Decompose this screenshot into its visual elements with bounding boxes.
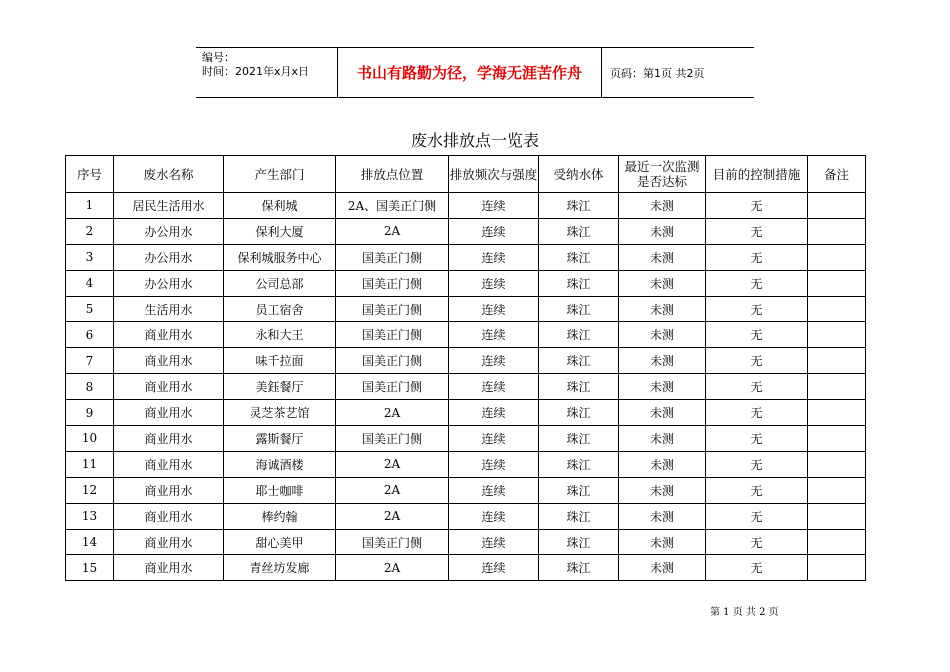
table-cell: 未测 — [619, 503, 706, 529]
table-cell — [808, 270, 866, 296]
table-row — [66, 477, 866, 503]
table-cell: 珠江 — [539, 348, 619, 374]
number-label: 编号： — [202, 51, 235, 64]
table-cell: 14 — [66, 529, 114, 555]
table-cell: 2A — [336, 451, 449, 477]
table-cell: 4 — [66, 270, 114, 296]
table-cell: 2A — [336, 477, 449, 503]
table-cell: 1 — [66, 193, 114, 219]
table-cell: 连续 — [449, 296, 539, 322]
table-cell: 无 — [706, 270, 808, 296]
table-cell: 商业用水 — [114, 348, 224, 374]
table-cell: 15 — [66, 555, 114, 581]
table-row — [66, 322, 866, 348]
table-cell: 珠江 — [539, 503, 619, 529]
table-cell: 无 — [706, 400, 808, 426]
table-cell: 无 — [706, 322, 808, 348]
table-cell: 国美正门侧 — [336, 348, 449, 374]
column-header: 备注 — [808, 156, 866, 193]
table-cell: 珠江 — [539, 477, 619, 503]
table-cell: 无 — [706, 374, 808, 400]
table-cell: 办公用水 — [114, 244, 224, 270]
table-cell: 珠江 — [539, 270, 619, 296]
table-cell: 无 — [706, 503, 808, 529]
table-cell: 无 — [706, 244, 808, 270]
table-cell: 7 — [66, 348, 114, 374]
table-cell — [808, 374, 866, 400]
table-cell: 珠江 — [539, 193, 619, 219]
time-label: 时间：2021年x月x日 — [202, 65, 310, 78]
table-cell: 青丝坊发廊 — [224, 555, 336, 581]
table-cell: 连续 — [449, 503, 539, 529]
table-cell: 未测 — [619, 426, 706, 452]
table-cell: 珠江 — [539, 555, 619, 581]
table-cell: 美鈺餐厅 — [224, 374, 336, 400]
table-row — [66, 218, 866, 244]
document-title: 废水排放点一览表 — [410, 131, 539, 150]
table-cell: 保利城服务中心 — [224, 244, 336, 270]
table-cell: 未测 — [619, 244, 706, 270]
table-cell — [808, 193, 866, 219]
table-cell: 办公用水 — [114, 218, 224, 244]
table-cell: 2A — [336, 218, 449, 244]
table-cell: 连续 — [449, 426, 539, 452]
table-cell: 无 — [706, 451, 808, 477]
table-cell: 2 — [66, 218, 114, 244]
table-cell: 未测 — [619, 374, 706, 400]
table-row — [66, 296, 866, 322]
table-cell — [808, 426, 866, 452]
table-cell: 连续 — [449, 555, 539, 581]
table-cell: 未测 — [619, 348, 706, 374]
column-header: 排放点位置 — [336, 156, 449, 193]
page-footer: 第 1 页 共 2 页 — [710, 607, 779, 618]
table-cell: 珠江 — [539, 426, 619, 452]
table-row — [66, 426, 866, 452]
table-cell: 珠江 — [539, 296, 619, 322]
table-cell: 连续 — [449, 218, 539, 244]
table-cell: 耶士咖啡 — [224, 477, 336, 503]
column-header: 排放频次与强度 — [449, 156, 539, 193]
table-cell — [808, 451, 866, 477]
table-cell: 珠江 — [539, 374, 619, 400]
table-cell: 连续 — [449, 193, 539, 219]
table-cell: 2A — [336, 503, 449, 529]
table-cell: 未测 — [619, 218, 706, 244]
table-cell: 公司总部 — [224, 270, 336, 296]
table-cell — [808, 348, 866, 374]
table-cell: 商业用水 — [114, 426, 224, 452]
table-row — [66, 193, 866, 219]
column-header: 序号 — [66, 156, 114, 193]
table-cell: 3 — [66, 244, 114, 270]
table-row — [66, 374, 866, 400]
table-cell — [808, 555, 866, 581]
table-cell: 商业用水 — [114, 374, 224, 400]
table-cell: 甜心美甲 — [224, 529, 336, 555]
table-cell — [808, 322, 866, 348]
table-cell: 2A — [336, 555, 449, 581]
table-cell: 连续 — [449, 451, 539, 477]
table-cell: 珠江 — [539, 244, 619, 270]
table-row — [66, 555, 866, 581]
table-cell: 商业用水 — [114, 555, 224, 581]
table-cell: 5 — [66, 296, 114, 322]
table-cell: 珠江 — [539, 451, 619, 477]
table-cell: 8 — [66, 374, 114, 400]
table-cell: 保利城 — [224, 193, 336, 219]
table-cell — [808, 503, 866, 529]
table-cell: 12 — [66, 477, 114, 503]
table-cell: 员工宿舍 — [224, 296, 336, 322]
table-cell: 无 — [706, 426, 808, 452]
table-cell — [808, 477, 866, 503]
table-cell: 11 — [66, 451, 114, 477]
table-cell: 10 — [66, 426, 114, 452]
table-cell: 永和大王 — [224, 322, 336, 348]
table-cell: 未测 — [619, 555, 706, 581]
table-cell — [808, 244, 866, 270]
table-cell: 无 — [706, 477, 808, 503]
table-cell: 海诚酒楼 — [224, 451, 336, 477]
table-cell: 商业用水 — [114, 529, 224, 555]
table-cell: 连续 — [449, 244, 539, 270]
table-cell: 珠江 — [539, 322, 619, 348]
column-header: 最近一次监测是否达标 — [619, 156, 706, 193]
table-cell: 办公用水 — [114, 270, 224, 296]
table-cell: 未测 — [619, 193, 706, 219]
page-header — [196, 47, 754, 98]
table-cell: 连续 — [449, 477, 539, 503]
table-cell: 未测 — [619, 451, 706, 477]
table-cell: 国美正门侧 — [336, 426, 449, 452]
table-cell: 商业用水 — [114, 503, 224, 529]
table-row — [66, 503, 866, 529]
table-cell: 保利大厦 — [224, 218, 336, 244]
column-header: 目前的控制措施 — [706, 156, 808, 193]
table-cell: 居民生活用水 — [114, 193, 224, 219]
table-row — [66, 348, 866, 374]
table-header-row — [66, 156, 866, 193]
column-header: 产生部门 — [224, 156, 336, 193]
table-cell: 未测 — [619, 529, 706, 555]
table-cell: 无 — [706, 218, 808, 244]
table-cell: 未测 — [619, 296, 706, 322]
table-cell: 13 — [66, 503, 114, 529]
table-cell: 商业用水 — [114, 477, 224, 503]
table-cell: 国美正门侧 — [336, 296, 449, 322]
table-cell: 连续 — [449, 322, 539, 348]
table-cell: 连续 — [449, 270, 539, 296]
header-page-code: 页码：第1页 共2页 — [610, 66, 705, 80]
table-cell: 无 — [706, 348, 808, 374]
table-cell: 国美正门侧 — [336, 322, 449, 348]
table-cell: 商业用水 — [114, 400, 224, 426]
table-cell: 无 — [706, 296, 808, 322]
table-cell: 国美正门侧 — [336, 374, 449, 400]
table-cell: 棒约翰 — [224, 503, 336, 529]
header-motto: 书山有路勤为径，学海无涯苦作舟 — [338, 48, 602, 97]
table-cell: 国美正门侧 — [336, 270, 449, 296]
table-row — [66, 270, 866, 296]
header-info — [196, 48, 338, 97]
table-cell: 珠江 — [539, 529, 619, 555]
table-cell: 灵芝茶艺馆 — [224, 400, 336, 426]
wastewater-table — [65, 155, 866, 581]
table-cell — [808, 529, 866, 555]
table-cell: 商业用水 — [114, 322, 224, 348]
table-cell: 国美正门侧 — [336, 529, 449, 555]
table-cell: 连续 — [449, 400, 539, 426]
table-cell: 未测 — [619, 322, 706, 348]
table-row — [66, 244, 866, 270]
table-cell: 未测 — [619, 400, 706, 426]
table-cell: 未测 — [619, 477, 706, 503]
table-cell: 国美正门侧 — [336, 244, 449, 270]
table-cell: 未测 — [619, 270, 706, 296]
table-cell — [808, 218, 866, 244]
table-cell: 连续 — [449, 529, 539, 555]
table-cell — [808, 296, 866, 322]
table-cell: 无 — [706, 555, 808, 581]
table-cell: 露斯餐厅 — [224, 426, 336, 452]
table-cell: 无 — [706, 529, 808, 555]
table-cell: 9 — [66, 400, 114, 426]
table-row — [66, 451, 866, 477]
table-cell: 珠江 — [539, 218, 619, 244]
table-cell: 商业用水 — [114, 451, 224, 477]
table-cell: 生活用水 — [114, 296, 224, 322]
column-header: 受纳水体 — [539, 156, 619, 193]
table-cell: 连续 — [449, 374, 539, 400]
table-cell: 2A、国美正门侧 — [336, 193, 449, 219]
table-row — [66, 400, 866, 426]
table-cell: 连续 — [449, 348, 539, 374]
table-row — [66, 529, 866, 555]
table-cell: 2A — [336, 400, 449, 426]
table-cell: 无 — [706, 193, 808, 219]
table-cell: 味千拉面 — [224, 348, 336, 374]
table-cell — [808, 400, 866, 426]
column-header: 废水名称 — [114, 156, 224, 193]
table-body — [66, 193, 866, 581]
table-cell: 6 — [66, 322, 114, 348]
table-cell: 珠江 — [539, 400, 619, 426]
